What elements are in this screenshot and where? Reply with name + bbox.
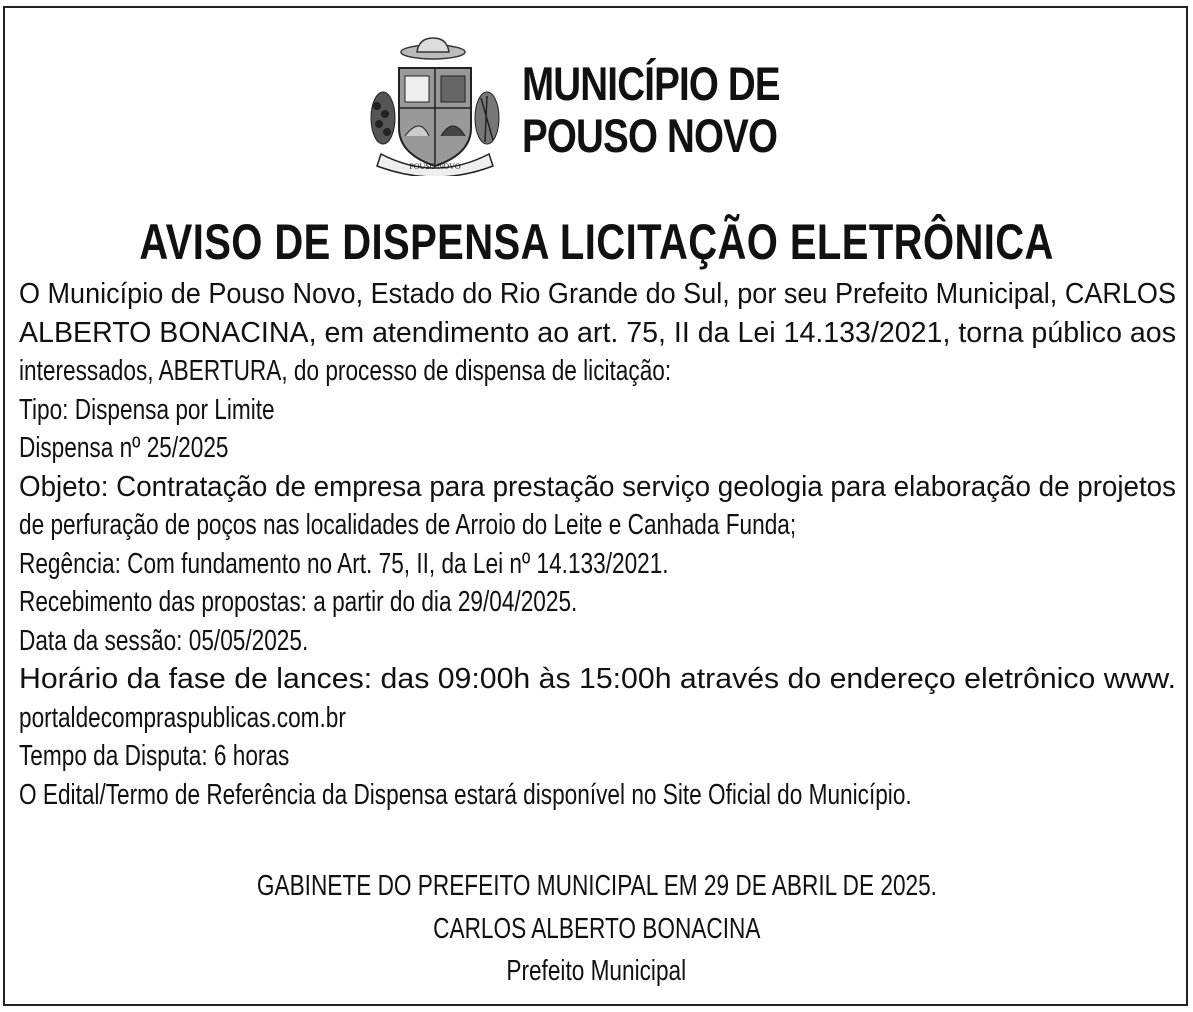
objeto-field: Objeto: Contratação de empresa para prestação serviço geologia para elaboração de projetos [19,470,1176,503]
data-sessao-field: Data da sessão: 05/05/2025. [19,624,309,657]
svg-text:POUSO NOVO: POUSO NOVO [409,162,461,171]
gabinete-line: GABINETE DO PREFEITO MUNICIPAL EM 29 DE ABRIL DE 2025. [256,870,937,902]
notice-title: AVISO DE DISPENSA LICITAÇÃO ELETRÔNICA [139,214,1054,270]
horario-field: Horário da fase de lances: das 09:00h às 15:00h através do endereço eletrônico www. [19,663,1176,695]
paragraph-line: O Município de Pouso Novo, Estado do Rio Grande do Sul, por seu Prefeito Municipal, CARLOS [19,278,1176,310]
signatory-role: Prefeito Municipal [506,955,687,987]
regencia-field: Regência: Com fundamento no Art. 75, II, da Lei nº 14.133/2021. [19,547,669,580]
objeto-field-continued: de perfuração de poços nas localidades de Arroio do Leite e Canhada Funda; [19,509,797,541]
municipality-name [522,58,780,162]
horario-field-continued: portaldecompraspublicas.com.br [19,701,346,734]
header [365,36,825,176]
municipality-line2: POUSO NOVO [522,109,778,162]
paragraph-line: ALBERTO BONACINA, em atendimento ao art. 75, II da Lei 14.133/2021, torna público aos [19,316,1176,349]
dispensa-field: Dispensa nº 25/2025 [19,432,229,464]
tipo-field: Tipo: Dispensa por Limite [19,393,275,426]
edital-field: O Edital/Termo de Referência da Dispensa estará disponível no Site Oficial do Município. [19,778,912,811]
notice-body [19,275,1176,814]
tempo-field: Tempo da Disputa: 6 horas [19,740,290,772]
municipal-crest-icon [365,36,505,176]
municipality-line1: MUNICÍPIO DE [522,57,780,110]
recebimento-field: Recebimento das propostas: a partir do dia 29/04/2025. [19,586,578,618]
paragraph-line: interessados, ABERTURA, do processo de dispensa de licitação: [19,355,672,387]
signatory-name: CARLOS ALBERTO BONACINA [432,913,761,945]
